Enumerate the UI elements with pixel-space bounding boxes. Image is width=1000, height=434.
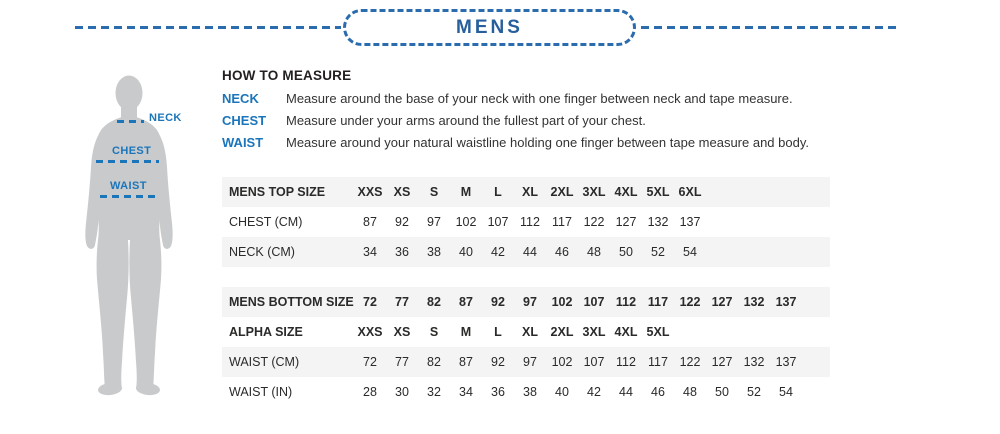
size-cell: 6XL xyxy=(678,185,702,199)
size-cell: 28 xyxy=(363,385,377,399)
size-cell: 4XL xyxy=(614,325,638,339)
size-cell: L xyxy=(494,325,502,339)
size-cell: 48 xyxy=(683,385,697,399)
size-tables xyxy=(222,177,830,407)
size-cell: 102 xyxy=(455,215,477,229)
size-cell: 87 xyxy=(459,355,473,369)
table-row xyxy=(222,287,830,317)
row-label: ALPHA SIZE xyxy=(229,325,303,339)
figure-chest-label: CHEST xyxy=(112,145,152,157)
table-row xyxy=(222,347,830,377)
size-cell: 34 xyxy=(459,385,473,399)
how-to-measure-heading: HOW TO MEASURE xyxy=(222,68,352,83)
size-cell: 137 xyxy=(679,215,701,229)
size-cell: 122 xyxy=(679,355,701,369)
size-cell: S xyxy=(429,325,439,339)
size-cell: XS xyxy=(393,185,411,199)
size-cell: 137 xyxy=(775,295,797,309)
size-cell: 77 xyxy=(395,295,409,309)
size-cell: 72 xyxy=(363,355,377,369)
size-cell: 40 xyxy=(459,245,473,259)
size-cell: 97 xyxy=(523,295,537,309)
row-label: WAIST (CM) xyxy=(229,355,300,369)
size-cell: 32 xyxy=(427,385,441,399)
row-label: WAIST (IN) xyxy=(229,385,293,399)
measure-item-label: CHEST xyxy=(222,113,267,128)
size-cell: 36 xyxy=(395,245,409,259)
size-cell: 122 xyxy=(679,295,701,309)
size-cell: 87 xyxy=(363,215,377,229)
size-cell: 127 xyxy=(615,215,637,229)
measure-item-text: Measure around the base of your neck with one finger between neck and tape measure. xyxy=(286,91,793,106)
measure-item-neck xyxy=(222,92,922,106)
size-cell: 82 xyxy=(427,295,441,309)
size-cell: 50 xyxy=(619,245,633,259)
page-title: MENS xyxy=(456,16,523,38)
size-cell: S xyxy=(429,185,439,199)
size-cell: M xyxy=(460,325,472,339)
table-row xyxy=(222,177,830,207)
table-row xyxy=(222,377,830,407)
size-cell: 52 xyxy=(651,245,665,259)
size-cell: 102 xyxy=(551,355,573,369)
size-cell: 77 xyxy=(395,355,409,369)
size-cell: 92 xyxy=(491,295,505,309)
size-cell: 112 xyxy=(520,215,540,229)
size-cell: 36 xyxy=(491,385,505,399)
size-cell: XXS xyxy=(357,185,383,199)
measure-item-label: WAIST xyxy=(222,135,264,150)
size-cell: 50 xyxy=(715,385,729,399)
size-cell: 107 xyxy=(487,215,509,229)
measure-item-text: Measure under your arms around the fullest part of your chest. xyxy=(286,113,646,128)
measure-item-waist xyxy=(222,136,922,150)
size-cell: 82 xyxy=(427,355,441,369)
size-cell: 42 xyxy=(587,385,601,399)
mens-title-pill xyxy=(343,9,636,46)
size-cell: 87 xyxy=(459,295,473,309)
waist-measure-line xyxy=(100,195,156,198)
size-cell: 137 xyxy=(775,355,797,369)
figure-neck-label: NECK xyxy=(149,112,182,124)
size-cell: 122 xyxy=(583,215,605,229)
measure-item-chest xyxy=(222,114,922,128)
size-cell: 46 xyxy=(651,385,665,399)
size-cell: 38 xyxy=(523,385,537,399)
size-cell: 38 xyxy=(427,245,441,259)
size-cell: 2XL xyxy=(550,185,574,199)
row-label: NECK (CM) xyxy=(229,245,295,259)
size-cell: 107 xyxy=(583,295,605,309)
size-cell: 117 xyxy=(648,355,668,369)
size-cell: XL xyxy=(522,325,538,339)
size-cell: 107 xyxy=(583,355,605,369)
size-cell: 4XL xyxy=(614,185,638,199)
table-row xyxy=(222,207,830,237)
size-cell: 5XL xyxy=(646,185,670,199)
size-cell: 132 xyxy=(743,295,765,309)
size-cell: 44 xyxy=(523,245,537,259)
size-cell: 40 xyxy=(555,385,569,399)
size-cell: 3XL xyxy=(582,325,606,339)
mens-top-size-table xyxy=(222,177,830,267)
size-cell: 112 xyxy=(616,355,636,369)
size-cell: XL xyxy=(522,185,538,199)
size-cell: L xyxy=(494,185,502,199)
size-cell: 48 xyxy=(587,245,601,259)
size-cell: 54 xyxy=(779,385,793,399)
size-cell: 102 xyxy=(551,295,573,309)
size-cell: 2XL xyxy=(550,325,574,339)
size-cell: 117 xyxy=(552,215,572,229)
size-cell: 132 xyxy=(647,215,669,229)
size-cell: 112 xyxy=(615,295,637,309)
size-cell: 97 xyxy=(427,215,441,229)
measure-item-text: Measure around your natural waistline holding one finger between tape measure and body. xyxy=(286,135,809,150)
size-cell: 117 xyxy=(647,295,669,309)
size-cell: 54 xyxy=(683,245,697,259)
size-cell: 72 xyxy=(363,295,377,309)
size-cell: XXS xyxy=(357,325,383,339)
neck-measure-line xyxy=(117,120,144,123)
title-dash-line-right xyxy=(641,26,897,29)
size-cell: 5XL xyxy=(646,325,670,339)
row-label: MENS TOP SIZE xyxy=(229,185,326,199)
table-row xyxy=(222,317,830,347)
table-row xyxy=(222,237,830,267)
size-cell: 34 xyxy=(363,245,377,259)
size-cell: 3XL xyxy=(582,185,606,199)
size-cell: 46 xyxy=(555,245,569,259)
size-cell: 44 xyxy=(619,385,633,399)
size-cell: 42 xyxy=(491,245,505,259)
size-cell: 52 xyxy=(747,385,761,399)
size-cell: 92 xyxy=(491,355,505,369)
row-label: CHEST (CM) xyxy=(229,215,303,229)
measure-item-label: NECK xyxy=(222,91,259,106)
size-cell: XS xyxy=(393,325,411,339)
row-label: MENS BOTTOM SIZE xyxy=(229,295,354,309)
size-cell: 127 xyxy=(711,295,733,309)
figure-waist-label: WAIST xyxy=(110,180,147,192)
mens-bottom-size-table xyxy=(222,287,830,407)
size-cell: 97 xyxy=(523,355,537,369)
size-cell: 127 xyxy=(711,355,733,369)
size-cell: 30 xyxy=(395,385,409,399)
size-cell: M xyxy=(460,185,472,199)
size-cell: 92 xyxy=(395,215,409,229)
chest-measure-line xyxy=(96,160,159,163)
title-dash-line-left xyxy=(75,26,341,29)
size-cell: 132 xyxy=(743,355,765,369)
how-to-measure-section xyxy=(222,68,922,158)
